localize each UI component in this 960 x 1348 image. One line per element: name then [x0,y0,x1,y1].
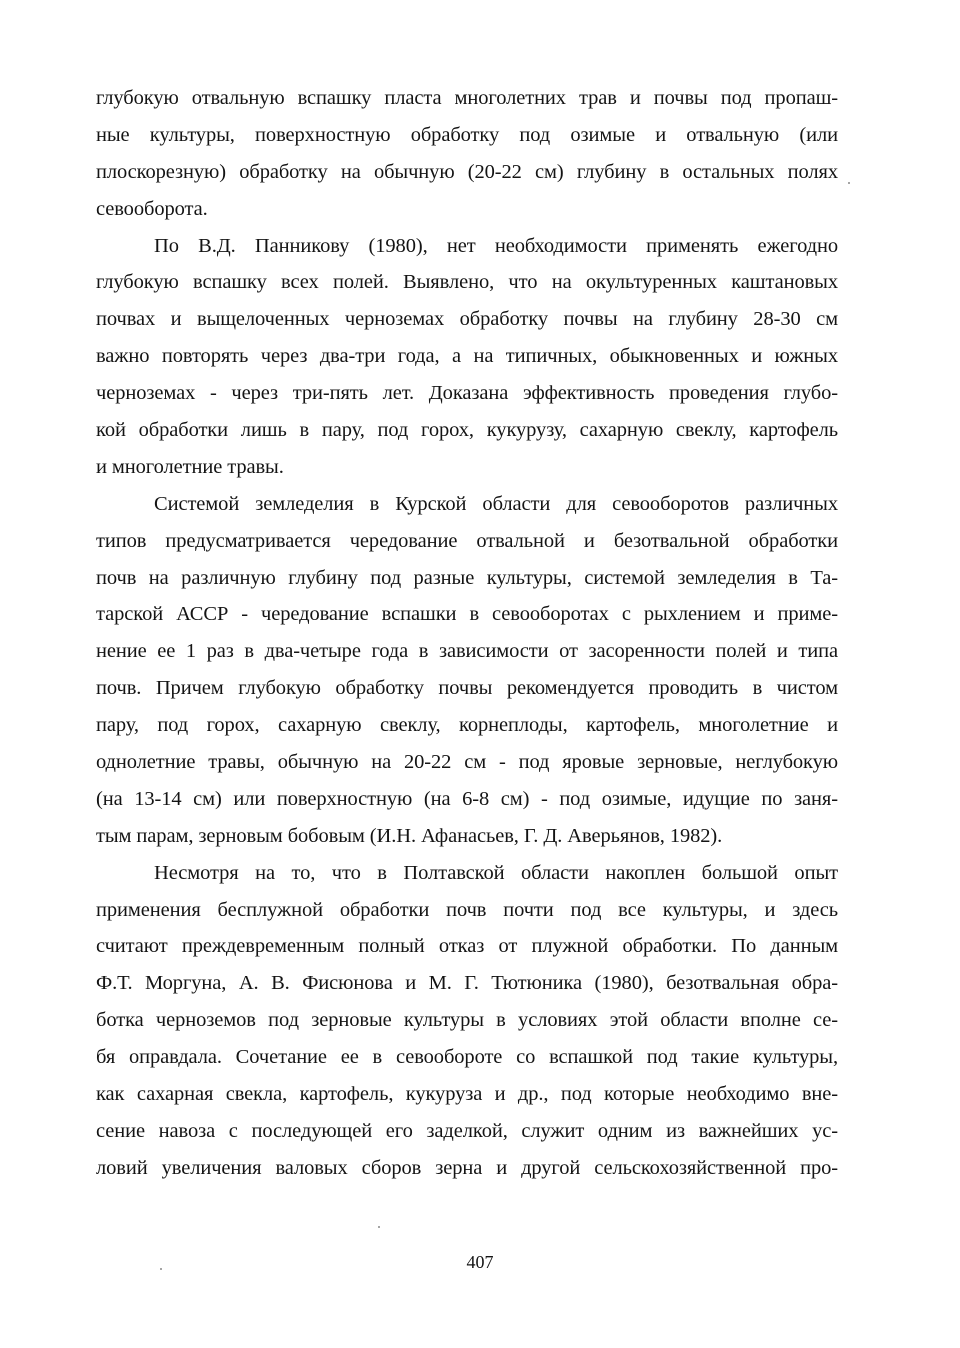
text-line: бя оправдала. Сочетание ее в севообороте со вспашкой под такие культуры, [96,1046,838,1069]
text-line: однолетние травы, обычную на 20-22 см - под яровые зерновые, неглубокую [96,751,838,774]
text-line: (на 13-14 см) или поверхностную (на 6-8 см) - под озимые, идущие по заня- [96,787,838,810]
body-text [96,80,838,1187]
text-line: По В.Д. Панникову (1980), нет необходимости применять ежегодно [154,234,838,257]
text-line: нение ее 1 раз в два-четыре года в зависимости от засоренности полей и типа [96,640,838,663]
text-line: Системой земледелия в Курской области для севооборотов различных [154,492,838,515]
paragraph-2 [96,228,838,486]
text-line: ные культуры, поверхностную обработку под озимые и отвальную (или [96,123,838,146]
text-line: кой обработки лишь в пару, под горох, кукурузу, сахарную свеклу, картофель [96,419,838,442]
text-line: и многолетние травы. [96,455,284,478]
text-line: почв на различную глубину под разные культуры, системой земледелия в Та- [96,566,838,589]
text-line: Несмотря на то, что в Полтавской области накоплен большой опыт [154,861,838,884]
text-line: севооборота. [96,197,208,220]
paragraph-3 [96,486,838,855]
text-line: ботка черноземов под зерновые культуры в условиях этой области вполне се- [96,1009,838,1032]
text-line: пару, под горох, сахарную свеклу, корнеплоды, картофель, многолетние и [96,714,838,737]
text-line: сение навоза с последующей его заделкой, служит одним из важнейших ус- [96,1119,838,1142]
scan-speck [848,182,850,184]
text-line: важно повторять через два-три года, а на типичных, обыкновенных и южных [96,345,838,368]
text-line: глубокую отвальную вспашку пласта многолетних трав и почвы под пропаш- [96,87,838,109]
scan-speck [160,1268,162,1270]
text-line: плоскорезную) обработку на обычную (20-22 см) глубину в остальных полях [96,160,838,183]
text-line: тарской АССР - чередование вспашки в севооборотах с рыхлением и приме- [96,603,838,626]
scan-speck [378,1226,380,1228]
text-line: черноземах - через три-пять лет. Доказана эффективность проведения глубо- [96,382,838,405]
text-line: ловий увеличения валовых сборов зерна и другой сельскохозяйственной про- [96,1156,838,1179]
text-line: глубокую вспашку всех полей. Выявлено, что на окультуренных каштановых [96,271,838,294]
text-line: типов предусматривается чередование отвальной и безотвальной обработки [96,529,838,552]
text-line: применения бесплужной обработки почв почти под все культуры, и здесь [96,898,838,921]
paragraph-1 [96,80,838,228]
page-number: 407 [466,1252,494,1272]
paragraph-4 [96,855,838,1187]
text-line: Ф.Т. Моргуна, А. В. Фисюнова и М. Г. Тютюника (1980), безотвальная обра- [96,972,838,995]
text-line: как сахарная свекла, картофель, кукуруза и др., под которые необходимо вне- [96,1083,838,1106]
text-line: считают преждевременным полный отказ от плужной обработки. По данным [96,935,838,958]
text-line: почв. Причем глубокую обработку почвы рекомендуется проводить в чистом [96,677,838,700]
text-line: почвах и выщелоченных черноземах обработку почвы на глубину 28-30 см [96,308,838,331]
text-line: тым парам, зерновым бобовым (И.Н. Афанасьев, Г. Д. Аверьянов, 1982). [96,824,723,847]
